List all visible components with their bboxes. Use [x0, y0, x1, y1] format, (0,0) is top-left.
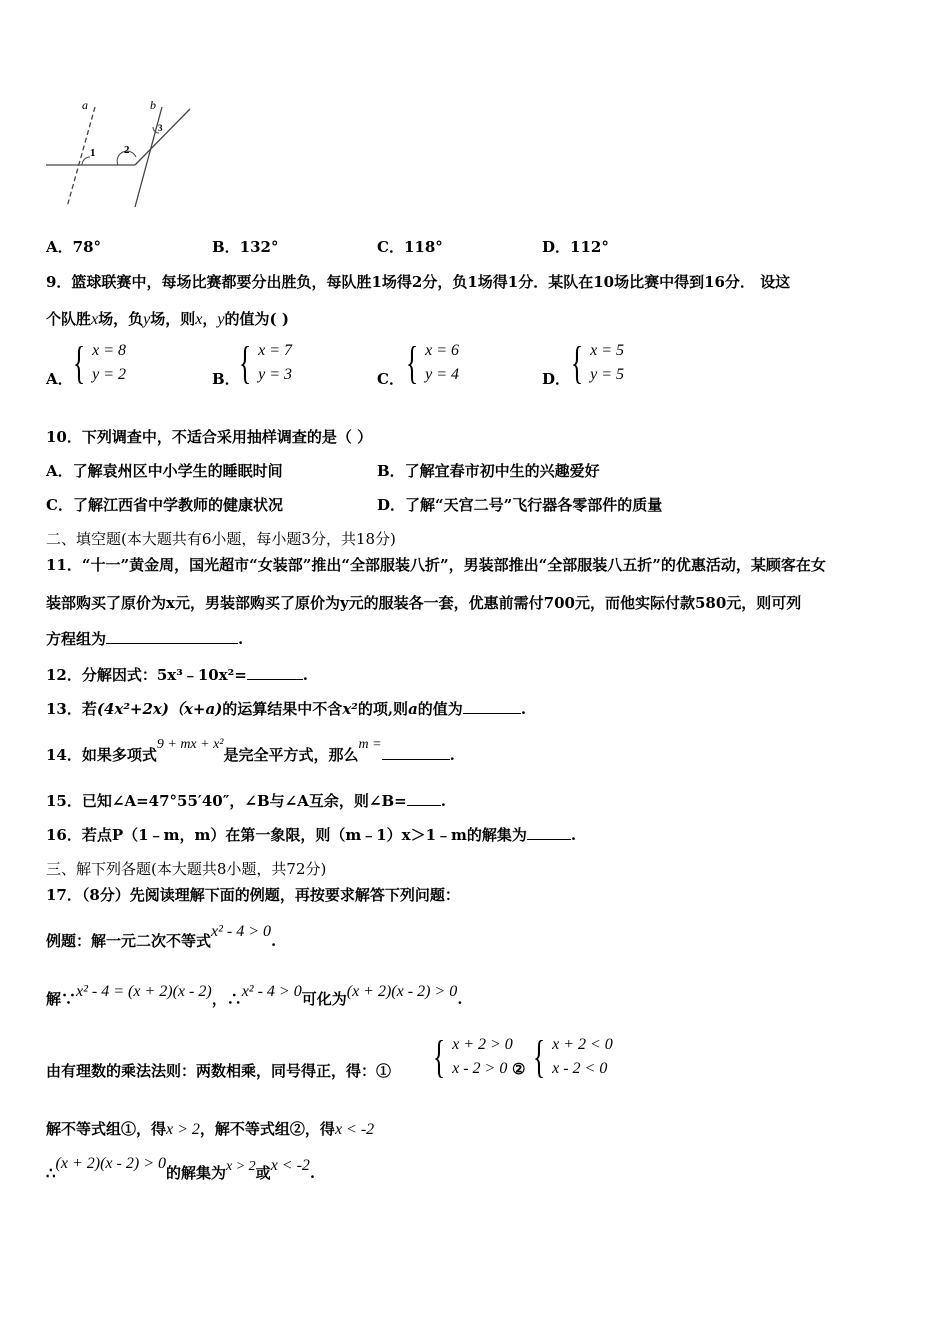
q17-sol-product: (x + 2)(x - 2) > 0 [346, 983, 458, 1000]
q17-concl-r1: x > 2 [226, 1159, 256, 1174]
q17-concl-or: 或 [255, 1164, 271, 1182]
q17-system-2 [528, 1031, 613, 1082]
eq2: x - 2 < 0 [552, 1060, 608, 1077]
q17-solution [46, 983, 463, 1009]
brace: { [570, 337, 584, 388]
q10-option-a: A．了解袁州区中小学生的睡眠时间 [46, 462, 283, 480]
q14-poly: 9 + mx + x² [156, 737, 224, 752]
q14-mid: 是完全平方式，那么 [223, 746, 359, 764]
q17-stem: 17．（8分）先阅读理解下面的例题，再按要求解答下列问题： [46, 886, 460, 904]
q15 [46, 790, 446, 811]
q13-blank[interactable] [463, 699, 521, 714]
q13-var: a [408, 700, 418, 718]
eq2: y = 2 [92, 366, 126, 383]
q14-end: . [449, 746, 455, 764]
q14 [46, 737, 455, 765]
eq1: x = 7 [258, 342, 292, 359]
q9-option-a-label: A． [46, 370, 73, 388]
q17-res2: x < -2 [334, 1121, 375, 1138]
q17-solve-b: ，解不等式组②，得 [199, 1120, 335, 1138]
label-2: 2 [124, 144, 130, 156]
eq1: x + 2 > 0 [452, 1036, 513, 1053]
q9-text-c: 场，则 [150, 310, 196, 328]
q11-line2: 装部购买了原价为x元，男装部购买了原价为y元的服装各一套，优惠前需付700元，而他实际付款580元，则可列 [46, 594, 802, 612]
q13-term: x² [342, 700, 358, 718]
eq2: x - 2 > 0 [452, 1060, 508, 1077]
q15-text: 15．已知∠A=47°55′40″，∠B与∠A互余，则∠B= [46, 792, 407, 810]
q9-option-d-system [566, 337, 624, 388]
brace: { [432, 1031, 446, 1082]
eq1: x = 8 [92, 342, 126, 359]
section-2-heading: 二、填空题(本大题共有6小题，每小题3分，共18分) [46, 530, 396, 548]
q12-text: 12．分解因式：5x³﹣10x²= [46, 666, 247, 684]
q17-concl-r2: x < -2 [270, 1157, 310, 1174]
q17-example [46, 923, 277, 951]
brace: { [532, 1031, 546, 1082]
q9-line2 [46, 308, 289, 329]
q15-end: . [440, 792, 446, 810]
q16-blank[interactable] [527, 825, 571, 840]
q8-option-d: D．112° [542, 238, 609, 256]
q13 [46, 698, 526, 719]
q17-concl-end: . [309, 1164, 316, 1182]
q8-option-b: B．132° [212, 238, 279, 256]
q12-end: . [302, 666, 309, 684]
q17-therefore: ∴ [46, 1164, 56, 1182]
angle-1-arc [82, 157, 90, 165]
q14-m-eq: m = [358, 737, 382, 752]
q14-blank[interactable] [382, 745, 450, 760]
eq1: x = 6 [425, 342, 459, 359]
q16-end: . [570, 826, 577, 844]
q13-pre: 13．若 [46, 700, 97, 718]
eq2: y = 4 [425, 366, 459, 383]
brace: { [238, 337, 252, 388]
q9-text-a: 个队胜 [46, 310, 92, 328]
eq2: y = 5 [590, 366, 624, 383]
q17-system-1 [428, 1031, 513, 1082]
slanted-line [135, 109, 190, 165]
q17-solve-a: 解不等式组①，得 [46, 1120, 167, 1138]
q13-expr: (4x²+2x)（x+a) [96, 700, 223, 718]
label-1: 1 [90, 147, 96, 159]
label-3: 3 [158, 123, 163, 133]
q9-var-y2: y [217, 311, 225, 328]
q16-text: 16．若点P（1﹣m，m）在第一象限，则（m﹣1）x＞1﹣m的解集为 [46, 826, 527, 844]
q17-sol-dot: . [457, 990, 463, 1008]
label-a: a [82, 98, 88, 112]
q11-line3 [46, 628, 243, 649]
q8-option-a: A．78° [46, 238, 102, 256]
q17-rule: 由有理数的乘法法则：两数相乘，同号得正，得：① [46, 1062, 392, 1080]
q14-pre: 14．如果多项式 [46, 746, 157, 764]
q9-text-b: 场，负 [98, 310, 144, 328]
geometry-figure [40, 95, 200, 215]
q9-var-x2: x [195, 311, 203, 328]
q17-conclusion [46, 1155, 316, 1183]
q17-sol-mid: ，∴ [211, 990, 242, 1008]
q17-solve-systems [46, 1118, 374, 1139]
brace: { [405, 337, 419, 388]
q10-option-d: D．了解“天宫二号”飞行器各零部件的质量 [377, 496, 663, 514]
q17-example-text: 例题：解一元二次不等式 [46, 932, 212, 950]
brace: { [72, 337, 86, 388]
q10-option-c: C．了解江西省中学教师的健康状况 [46, 496, 283, 514]
q11-line1: 11．“十一”黄金周，国光超市“女装部”推出“全部服装八折”，男装部推出“全部服装八五折”的优惠活动，某顾客在女 [46, 556, 826, 574]
q11-blank[interactable] [106, 629, 238, 644]
q13-post2: 的值为 [417, 700, 463, 718]
q9-option-a-system [68, 337, 126, 388]
q12 [46, 664, 308, 685]
eq1: x = 5 [590, 342, 624, 359]
q17-dot: . [271, 932, 277, 950]
label-b: b [150, 98, 156, 112]
q11-end: . [238, 630, 244, 648]
q16 [46, 824, 576, 845]
section-3-heading: 三、解下列各题(本大题共8小题，共72分) [46, 860, 327, 878]
q9-option-c-system [401, 337, 459, 388]
q17-concl-expr: (x + 2)(x - 2) > 0 [55, 1155, 166, 1172]
q9-sep: ， [202, 310, 218, 328]
q10-option-b: B．了解宜春市初中生的兴趣爱好 [377, 462, 600, 480]
q13-mid: 的运算结果中不含 [222, 700, 343, 718]
q17-concl-mid: 的解集为 [165, 1164, 226, 1182]
q17-res1: x > 2 [166, 1121, 200, 1138]
q11-text: 方程组为 [46, 630, 107, 648]
line-b [135, 107, 162, 207]
q17-sol-ineq: x² - 4 > 0 [241, 983, 302, 1000]
eq1: x + 2 < 0 [552, 1036, 613, 1053]
q9-option-d-label: D． [542, 370, 571, 388]
eq2: y = 3 [258, 366, 292, 383]
q9-option-c-label: C． [377, 370, 404, 388]
q8-option-c: C．118° [377, 238, 443, 256]
q9-line1: 9．篮球联赛中，每场比赛都要分出胜负，每队胜1场得2分，负1场得1分．某队在10场比赛中得到16分． 设这 [46, 273, 791, 291]
q17-sol-pre: 解∵ [46, 990, 77, 1008]
q9-var-x: x [91, 311, 99, 328]
q9-option-b-system [234, 337, 292, 388]
q17-example-ineq: x² - 4 > 0 [211, 923, 272, 940]
q13-end: . [520, 700, 527, 718]
q12-blank[interactable] [247, 665, 303, 680]
q13-post: 的项,则 [357, 700, 409, 718]
q15-blank[interactable] [407, 791, 441, 806]
q17-sol-eq: x² - 4 = (x + 2)(x - 2) [76, 983, 212, 1000]
q9-option-b-label: B． [212, 370, 240, 388]
q17-circle-2: ② [512, 1060, 526, 1078]
q9-var-y: y [143, 311, 151, 328]
q9-text-d: 的值为( ) [224, 310, 289, 328]
q17-sol-can: 可化为 [301, 990, 347, 1008]
q10-stem: 10．下列调查中，不适合采用抽样调查的是（ ） [46, 428, 373, 446]
